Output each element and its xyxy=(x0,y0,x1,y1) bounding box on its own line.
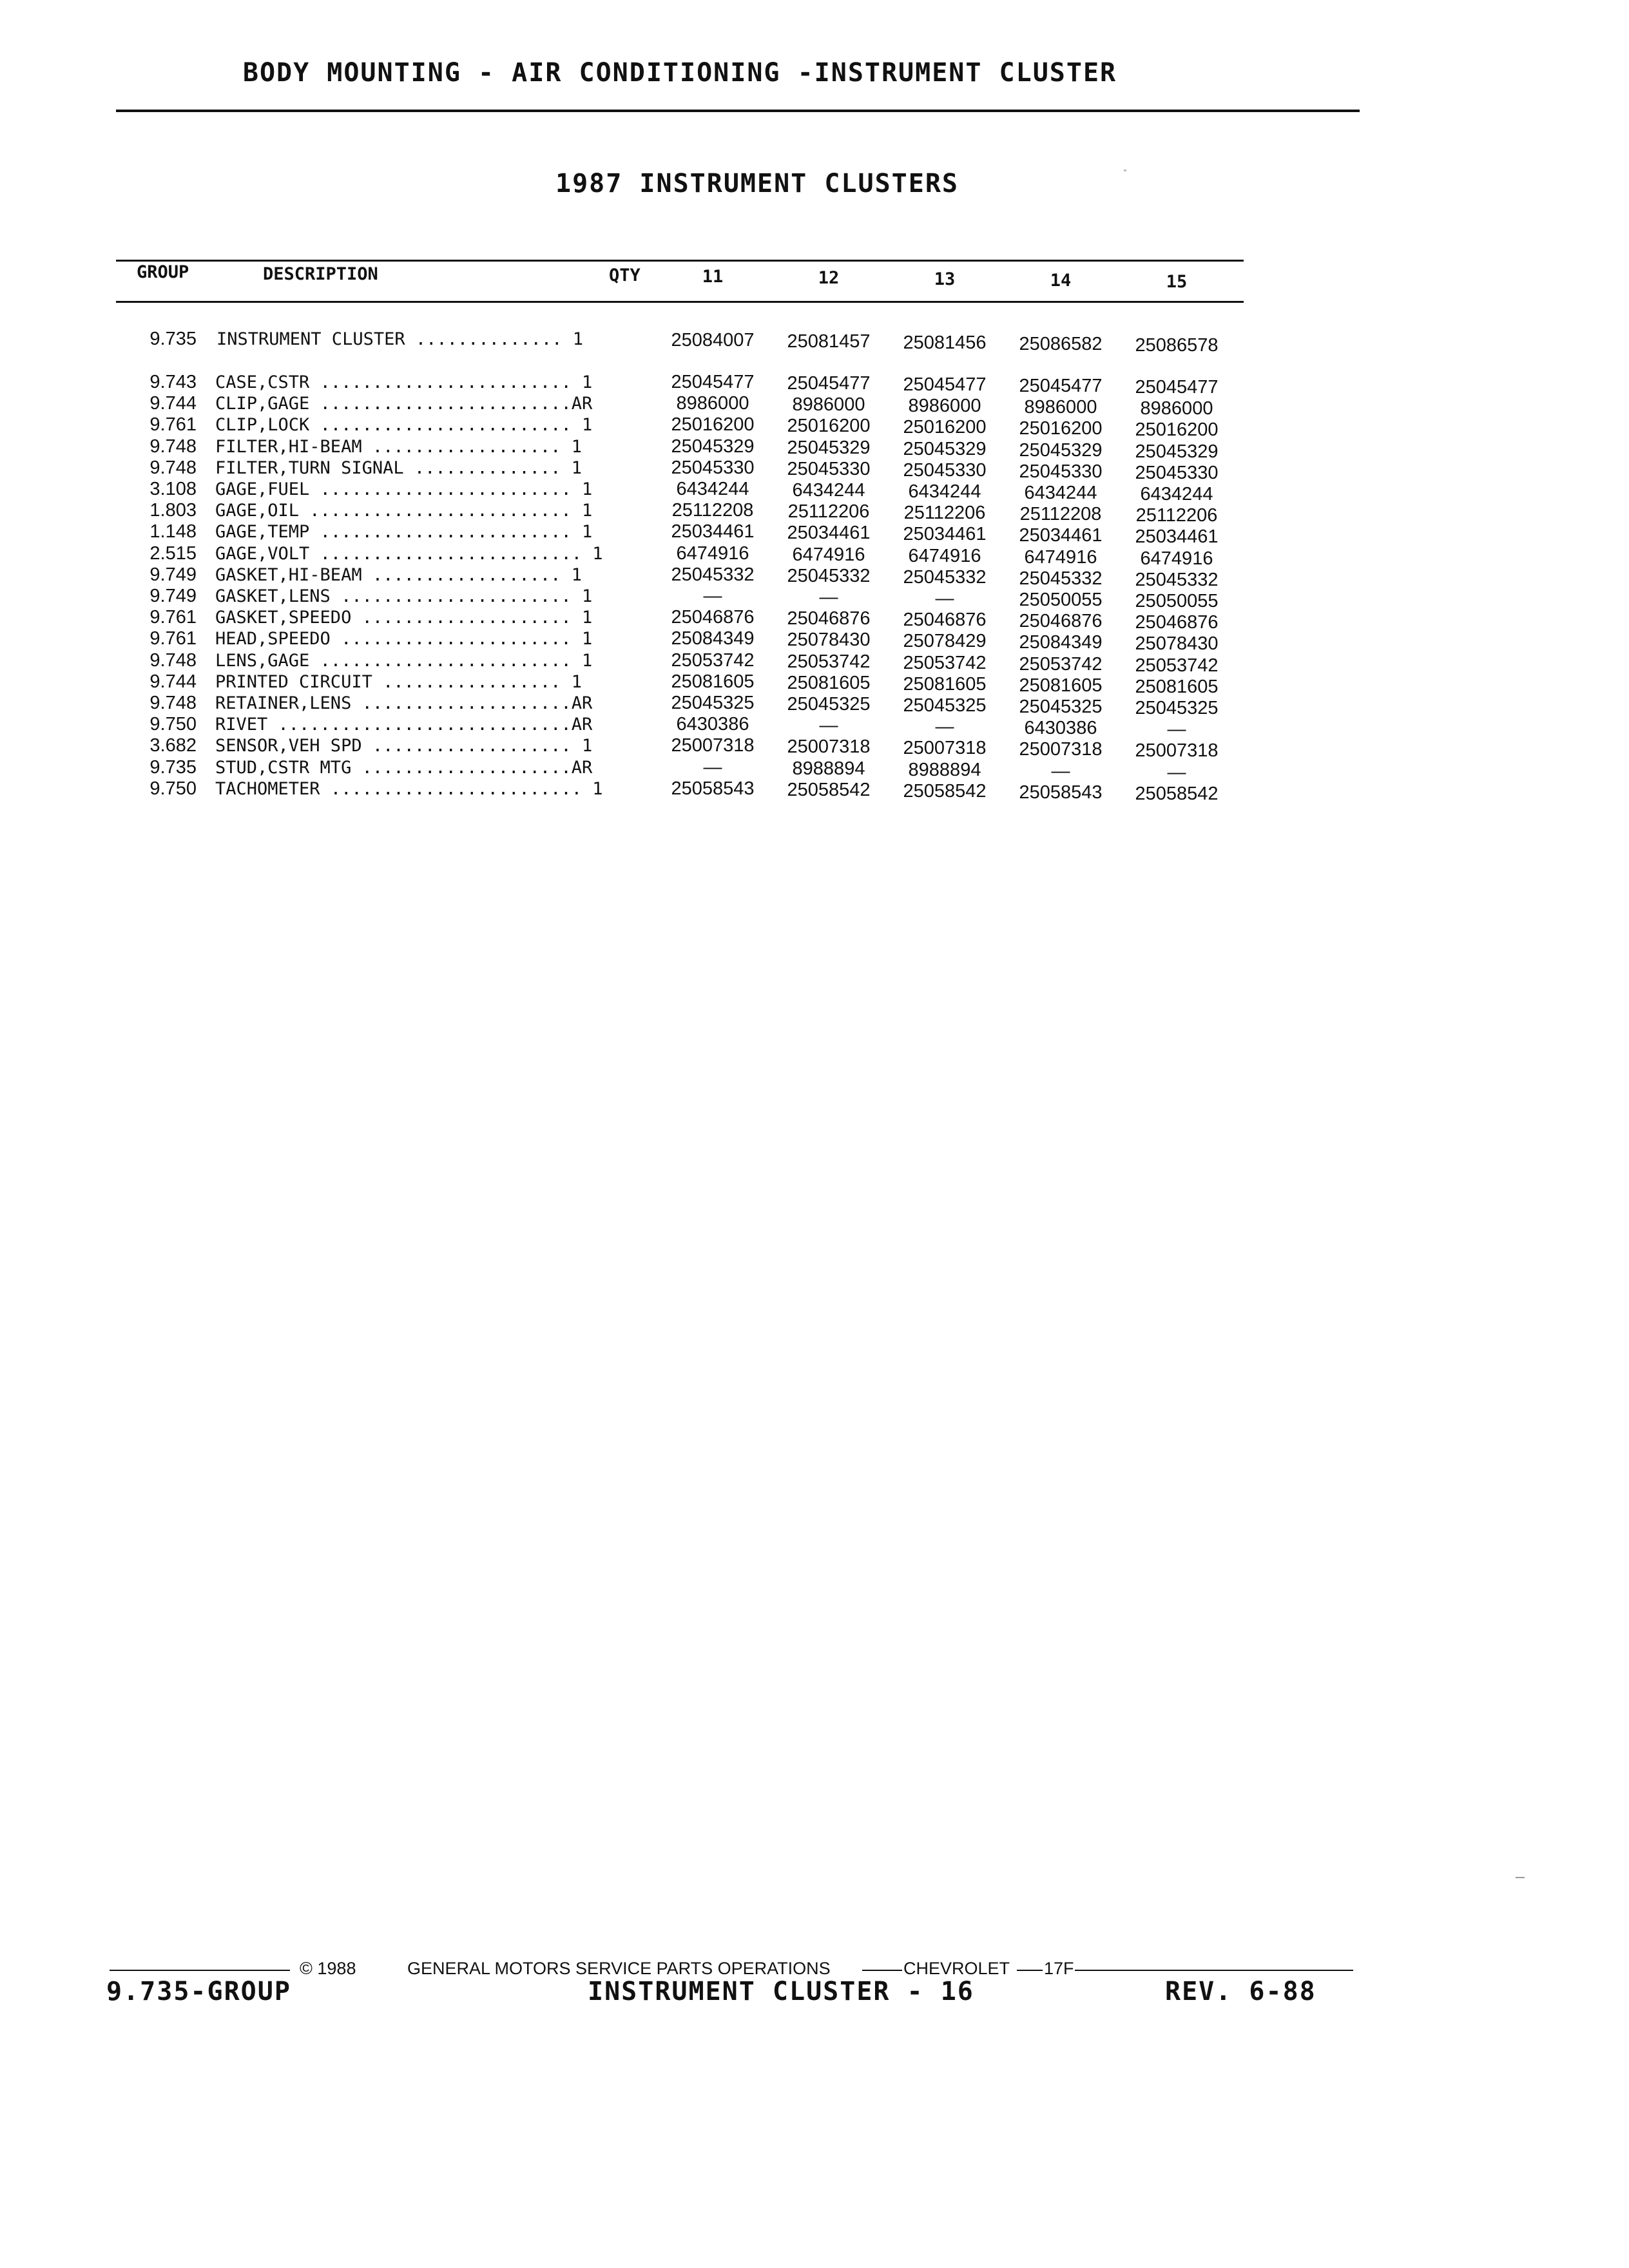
row-part-15: 25078430 xyxy=(1135,633,1219,654)
row-qty: 1 xyxy=(581,629,593,649)
row-part-14: 25046876 xyxy=(1019,611,1103,631)
row-part-13: 25045477 xyxy=(903,374,987,395)
table-row xyxy=(0,414,1629,440)
dot-leader: .................. xyxy=(361,437,572,457)
row-description-text: CLIP,LOCK xyxy=(215,415,310,435)
row-part-15: 25034461 xyxy=(1135,526,1219,547)
row-group: 9.750 xyxy=(149,778,197,799)
row-part-11: 25081605 xyxy=(671,671,755,692)
dot-leader: .................... xyxy=(351,693,572,713)
dot-leader: ......................... xyxy=(309,544,593,564)
dot-leader: ........................ xyxy=(309,372,582,392)
row-description-text: RIVET xyxy=(215,715,268,735)
footer-brand: CHEVROLET xyxy=(903,1959,1010,1978)
table-row xyxy=(0,735,1629,761)
row-part-14: 25045329 xyxy=(1019,440,1103,461)
row-part-14: 25045325 xyxy=(1019,697,1103,717)
row-group: 9.743 xyxy=(149,372,197,392)
row-part-11: 25045332 xyxy=(671,564,755,585)
row-group: 9.750 xyxy=(149,714,197,735)
row-part-15: 25045332 xyxy=(1135,570,1219,590)
row-part-15: — xyxy=(1167,719,1186,740)
row-qty: 1 xyxy=(581,608,593,628)
row-part-13: 6434244 xyxy=(908,481,981,502)
row-part-13: 25046876 xyxy=(903,610,987,630)
row-qty: 1 xyxy=(581,586,593,606)
row-group: 9.748 xyxy=(149,457,197,478)
row-part-12: 6474916 xyxy=(792,544,865,565)
table-row xyxy=(0,393,1629,419)
table-top-rule xyxy=(116,260,1244,262)
table-row xyxy=(0,671,1629,697)
row-description-text: GASKET,HI-BEAM xyxy=(215,565,362,585)
row-part-11: 6474916 xyxy=(676,543,749,564)
row-qty: 1 xyxy=(581,415,593,435)
row-part-13: 25112206 xyxy=(903,503,986,523)
row-qty: 1 xyxy=(571,672,582,692)
row-group: 1.803 xyxy=(149,500,197,521)
row-description-text: SENSOR,VEH SPD xyxy=(215,736,362,756)
row-description-text: GAGE,OIL xyxy=(215,501,300,521)
footer-rule-left xyxy=(110,1970,290,1971)
row-part-13: 25007318 xyxy=(903,738,987,758)
footer-org: GENERAL MOTORS SERVICE PARTS OPERATIONS xyxy=(407,1959,831,1978)
row-part-11: 25045330 xyxy=(671,457,755,478)
row-part-12: 25045330 xyxy=(787,459,871,479)
row-part-12: 8986000 xyxy=(792,394,865,415)
row-group: 9.744 xyxy=(149,393,197,414)
row-description-text: LENS,GAGE xyxy=(215,651,310,671)
row-qty: AR xyxy=(571,758,593,778)
row-part-11: 25045325 xyxy=(671,693,755,713)
table-row xyxy=(0,693,1629,718)
table-row xyxy=(0,479,1629,505)
row-part-11: 25053742 xyxy=(671,650,755,671)
row-qty: AR xyxy=(571,693,593,713)
row-part-14: 6474916 xyxy=(1024,547,1097,568)
row-description-text: GAGE,TEMP xyxy=(215,522,310,542)
row-group: 9.744 xyxy=(149,671,197,692)
row-part-13: 25045325 xyxy=(903,695,987,716)
row-part-14: 25050055 xyxy=(1019,590,1103,610)
row-qty: 1 xyxy=(571,437,582,457)
row-group: 3.682 xyxy=(149,735,197,756)
row-group: 2.515 xyxy=(149,543,197,564)
row-part-12: — xyxy=(819,587,838,608)
row-part-13: 25045330 xyxy=(903,460,987,481)
dot-leader: .................... xyxy=(351,758,572,778)
row-part-15: 25007318 xyxy=(1135,740,1219,761)
row-part-11: — xyxy=(703,757,722,778)
table-row xyxy=(0,714,1629,740)
row-qty: AR xyxy=(571,715,593,735)
dot-leader: ........................ xyxy=(309,415,582,435)
row-part-14: 25045477 xyxy=(1019,376,1103,396)
row-part-14: 25112208 xyxy=(1019,504,1102,524)
footer-page-title: INSTRUMENT CLUSTER - 16 xyxy=(588,1977,974,2006)
row-part-11: 25084007 xyxy=(671,330,755,351)
table-row xyxy=(0,457,1629,483)
row-part-11: 6430386 xyxy=(676,714,749,735)
row-group: 9.735 xyxy=(149,329,197,349)
col-head-15: 15 xyxy=(1166,272,1188,292)
dot-leader: ........................ xyxy=(309,394,572,414)
table-row xyxy=(0,757,1629,783)
row-part-13: 25053742 xyxy=(903,653,987,673)
row-qty: 1 xyxy=(571,458,582,478)
row-part-11: 25016200 xyxy=(671,414,755,435)
row-part-15: 25086578 xyxy=(1135,335,1219,356)
row-part-13: 25058542 xyxy=(903,781,987,802)
col-head-14: 14 xyxy=(1050,271,1072,291)
table-row xyxy=(0,372,1629,398)
row-part-15: 25050055 xyxy=(1135,591,1219,611)
section-title: 1987 INSTRUMENT CLUSTERS xyxy=(555,169,959,198)
table-row xyxy=(0,650,1629,676)
row-description-text: GAGE,VOLT xyxy=(215,544,310,564)
row-part-15: 25053742 xyxy=(1135,655,1219,676)
row-part-13: 8988894 xyxy=(908,760,981,780)
row-part-13: 8986000 xyxy=(908,396,981,416)
row-part-13: — xyxy=(935,588,954,609)
row-part-15: — xyxy=(1167,762,1186,783)
row-description-text: GAGE,FUEL xyxy=(215,479,310,499)
row-qty: 1 xyxy=(592,779,603,799)
row-qty: 1 xyxy=(581,651,593,671)
row-part-12: 25081605 xyxy=(787,673,871,693)
row-part-12: 6434244 xyxy=(792,480,865,501)
row-part-12: 25046876 xyxy=(787,608,871,629)
table-row xyxy=(0,543,1629,569)
table-row xyxy=(0,436,1629,462)
row-group: 9.748 xyxy=(149,693,197,713)
row-part-12: 25058542 xyxy=(787,780,871,800)
col-head-12: 12 xyxy=(818,268,840,288)
row-description-text: CASE,CSTR xyxy=(215,372,310,392)
row-part-11: 25034461 xyxy=(671,521,755,542)
col-head-13: 13 xyxy=(934,269,956,289)
dot-leader: ......................... xyxy=(299,501,582,521)
row-group: 9.761 xyxy=(149,628,197,649)
footer-rule-mid2 xyxy=(1017,1970,1043,1971)
row-part-12: 25007318 xyxy=(787,736,871,757)
row-part-11: 6434244 xyxy=(676,479,749,499)
col-head-qty: QTY xyxy=(609,265,641,285)
row-part-11: 25084349 xyxy=(671,628,755,649)
row-qty: 1 xyxy=(581,501,593,521)
row-part-13: 25045329 xyxy=(903,439,987,459)
row-part-12: 25053742 xyxy=(787,651,871,672)
row-group: 9.749 xyxy=(149,564,197,585)
dot-leader: ........................ xyxy=(320,779,593,799)
row-qty: 1 xyxy=(581,479,593,499)
dot-leader: ............................ xyxy=(267,715,572,735)
row-part-12: 25112206 xyxy=(787,501,870,522)
row-part-14: 6430386 xyxy=(1024,718,1097,738)
col-head-11: 11 xyxy=(702,267,724,287)
dot-leader: ................... xyxy=(361,736,582,756)
table-row xyxy=(0,521,1629,547)
row-group: 9.735 xyxy=(149,757,197,778)
row-part-15: 8986000 xyxy=(1140,398,1213,419)
row-group: 1.148 xyxy=(149,521,197,542)
table-row xyxy=(0,586,1629,611)
dot-leader: .................. xyxy=(361,565,572,585)
row-group: 9.761 xyxy=(149,607,197,628)
row-part-13: 6474916 xyxy=(908,546,981,566)
row-group: 9.748 xyxy=(149,436,197,457)
row-group: 9.748 xyxy=(149,650,197,671)
footer-group: 9.735-GROUP xyxy=(106,1977,291,2006)
row-part-13: — xyxy=(935,716,954,737)
row-part-14: 6434244 xyxy=(1024,483,1097,503)
row-part-14: — xyxy=(1051,761,1070,782)
row-qty: 1 xyxy=(572,329,583,349)
row-description-text: INSTRUMENT CLUSTER xyxy=(217,329,405,349)
row-qty: 1 xyxy=(571,565,582,585)
row-qty: 1 xyxy=(581,736,593,756)
row-part-15: 25046876 xyxy=(1135,612,1219,633)
row-part-14: 25053742 xyxy=(1019,654,1103,675)
row-part-15: 25045330 xyxy=(1135,463,1219,483)
row-part-15: 25081605 xyxy=(1135,677,1219,697)
row-description-text: HEAD,SPEEDO xyxy=(215,629,331,649)
row-part-11: 25045477 xyxy=(671,372,755,392)
row-description-text: PRINTED CIRCUIT xyxy=(215,672,372,692)
row-part-14: 8986000 xyxy=(1024,397,1097,418)
row-part-13: 25045332 xyxy=(903,567,987,588)
row-description-text: TACHOMETER xyxy=(215,779,320,799)
footer-code: 17F xyxy=(1044,1959,1074,1978)
row-part-15: 6434244 xyxy=(1140,484,1213,505)
row-part-15: 25045325 xyxy=(1135,698,1219,718)
row-part-11: 25045329 xyxy=(671,436,755,457)
row-part-13: 25081456 xyxy=(903,332,987,353)
row-description-text: GASKET,SPEEDO xyxy=(215,608,352,628)
row-part-14: 25084349 xyxy=(1019,632,1103,653)
row-description-text: STUD,CSTR MTG xyxy=(215,758,352,778)
row-group: 3.108 xyxy=(149,479,197,499)
header-rule xyxy=(116,110,1360,112)
scan-speck xyxy=(1516,1877,1525,1878)
row-part-13: 25034461 xyxy=(903,524,987,544)
dot-leader: ........................ xyxy=(309,479,582,499)
row-description-text: FILTER,HI-BEAM xyxy=(215,437,362,457)
row-qty: 1 xyxy=(592,544,603,564)
dot-leader: .................... xyxy=(351,608,582,628)
scan-speck xyxy=(1124,169,1126,171)
dot-leader: ...................... xyxy=(330,586,582,606)
row-part-12: 25045329 xyxy=(787,437,871,458)
row-part-13: 25081605 xyxy=(903,674,987,695)
table-row xyxy=(0,500,1629,526)
row-qty: 1 xyxy=(581,372,593,392)
row-part-15: 6474916 xyxy=(1140,548,1213,569)
row-part-11: 8986000 xyxy=(676,393,749,414)
dot-leader: .............. xyxy=(403,458,572,478)
dot-leader: ........................ xyxy=(309,651,582,671)
dot-leader: ................. xyxy=(372,672,572,692)
row-part-12: 25045332 xyxy=(787,566,871,586)
row-group: 9.761 xyxy=(149,414,197,435)
row-qty: 1 xyxy=(581,522,593,542)
row-part-11: 25058543 xyxy=(671,778,755,799)
row-part-15: 25045477 xyxy=(1135,377,1219,398)
table-row xyxy=(0,607,1629,633)
row-part-13: 25016200 xyxy=(903,417,987,437)
dot-leader: ...................... xyxy=(330,629,582,649)
row-description-text: FILTER,TURN SIGNAL xyxy=(215,458,404,478)
row-part-11: 25112208 xyxy=(671,500,754,521)
col-head-description: DESCRIPTION xyxy=(263,264,378,284)
footer-revision: REV. 6-88 xyxy=(1165,1977,1316,2006)
row-part-12: — xyxy=(819,715,838,736)
row-part-12: 8988894 xyxy=(792,758,865,779)
row-part-11: — xyxy=(703,586,722,606)
row-part-14: 25086582 xyxy=(1019,334,1103,354)
row-part-14: 25058543 xyxy=(1019,782,1103,803)
footer-rule-right xyxy=(1075,1970,1353,1971)
row-part-14: 25045332 xyxy=(1019,568,1103,589)
row-part-11: 25007318 xyxy=(671,735,755,756)
row-part-12: 25045477 xyxy=(787,373,871,394)
row-part-14: 25016200 xyxy=(1019,418,1103,439)
row-group: 9.749 xyxy=(149,586,197,606)
row-part-13: 25078429 xyxy=(903,631,987,651)
row-part-15: 25058542 xyxy=(1135,783,1219,804)
row-part-15: 25045329 xyxy=(1135,441,1219,462)
row-part-12: 25034461 xyxy=(787,523,871,543)
footer-copyright: © 1988 xyxy=(300,1959,356,1978)
row-part-12: 25078430 xyxy=(787,629,871,650)
row-description-text: CLIP,GAGE xyxy=(215,394,310,414)
row-part-12: 25081457 xyxy=(787,331,871,352)
row-part-14: 25045330 xyxy=(1019,461,1103,482)
table-row xyxy=(0,778,1629,804)
table-row xyxy=(0,628,1629,654)
row-part-14: 25007318 xyxy=(1019,739,1103,760)
row-description: INSTRUMENT CLUSTER .............. 1 xyxy=(217,329,583,349)
row-part-14: 25034461 xyxy=(1019,525,1103,546)
row-part-15: 25016200 xyxy=(1135,419,1219,440)
row-part-14: 25081605 xyxy=(1019,675,1103,696)
col-head-group: GROUP xyxy=(137,262,189,282)
row-part-12: 25045325 xyxy=(787,694,871,715)
footer-rule-mid1 xyxy=(862,1970,902,1971)
dot-leader: ........................ xyxy=(309,522,582,542)
row-part-15: 25112206 xyxy=(1135,505,1218,526)
row-description-text: RETAINER,LENS xyxy=(215,693,352,713)
table-header-rule xyxy=(116,301,1244,303)
row-description-text: GASKET,LENS xyxy=(215,586,331,606)
row-qty: AR xyxy=(571,394,593,414)
page-header-title: BODY MOUNTING - AIR CONDITIONING -INSTRUMENT CLUSTER xyxy=(242,58,1117,88)
table-row xyxy=(0,564,1629,590)
row-part-12: 25016200 xyxy=(787,416,871,436)
row-part-11: 25046876 xyxy=(671,607,755,628)
table-row xyxy=(0,329,1629,356)
